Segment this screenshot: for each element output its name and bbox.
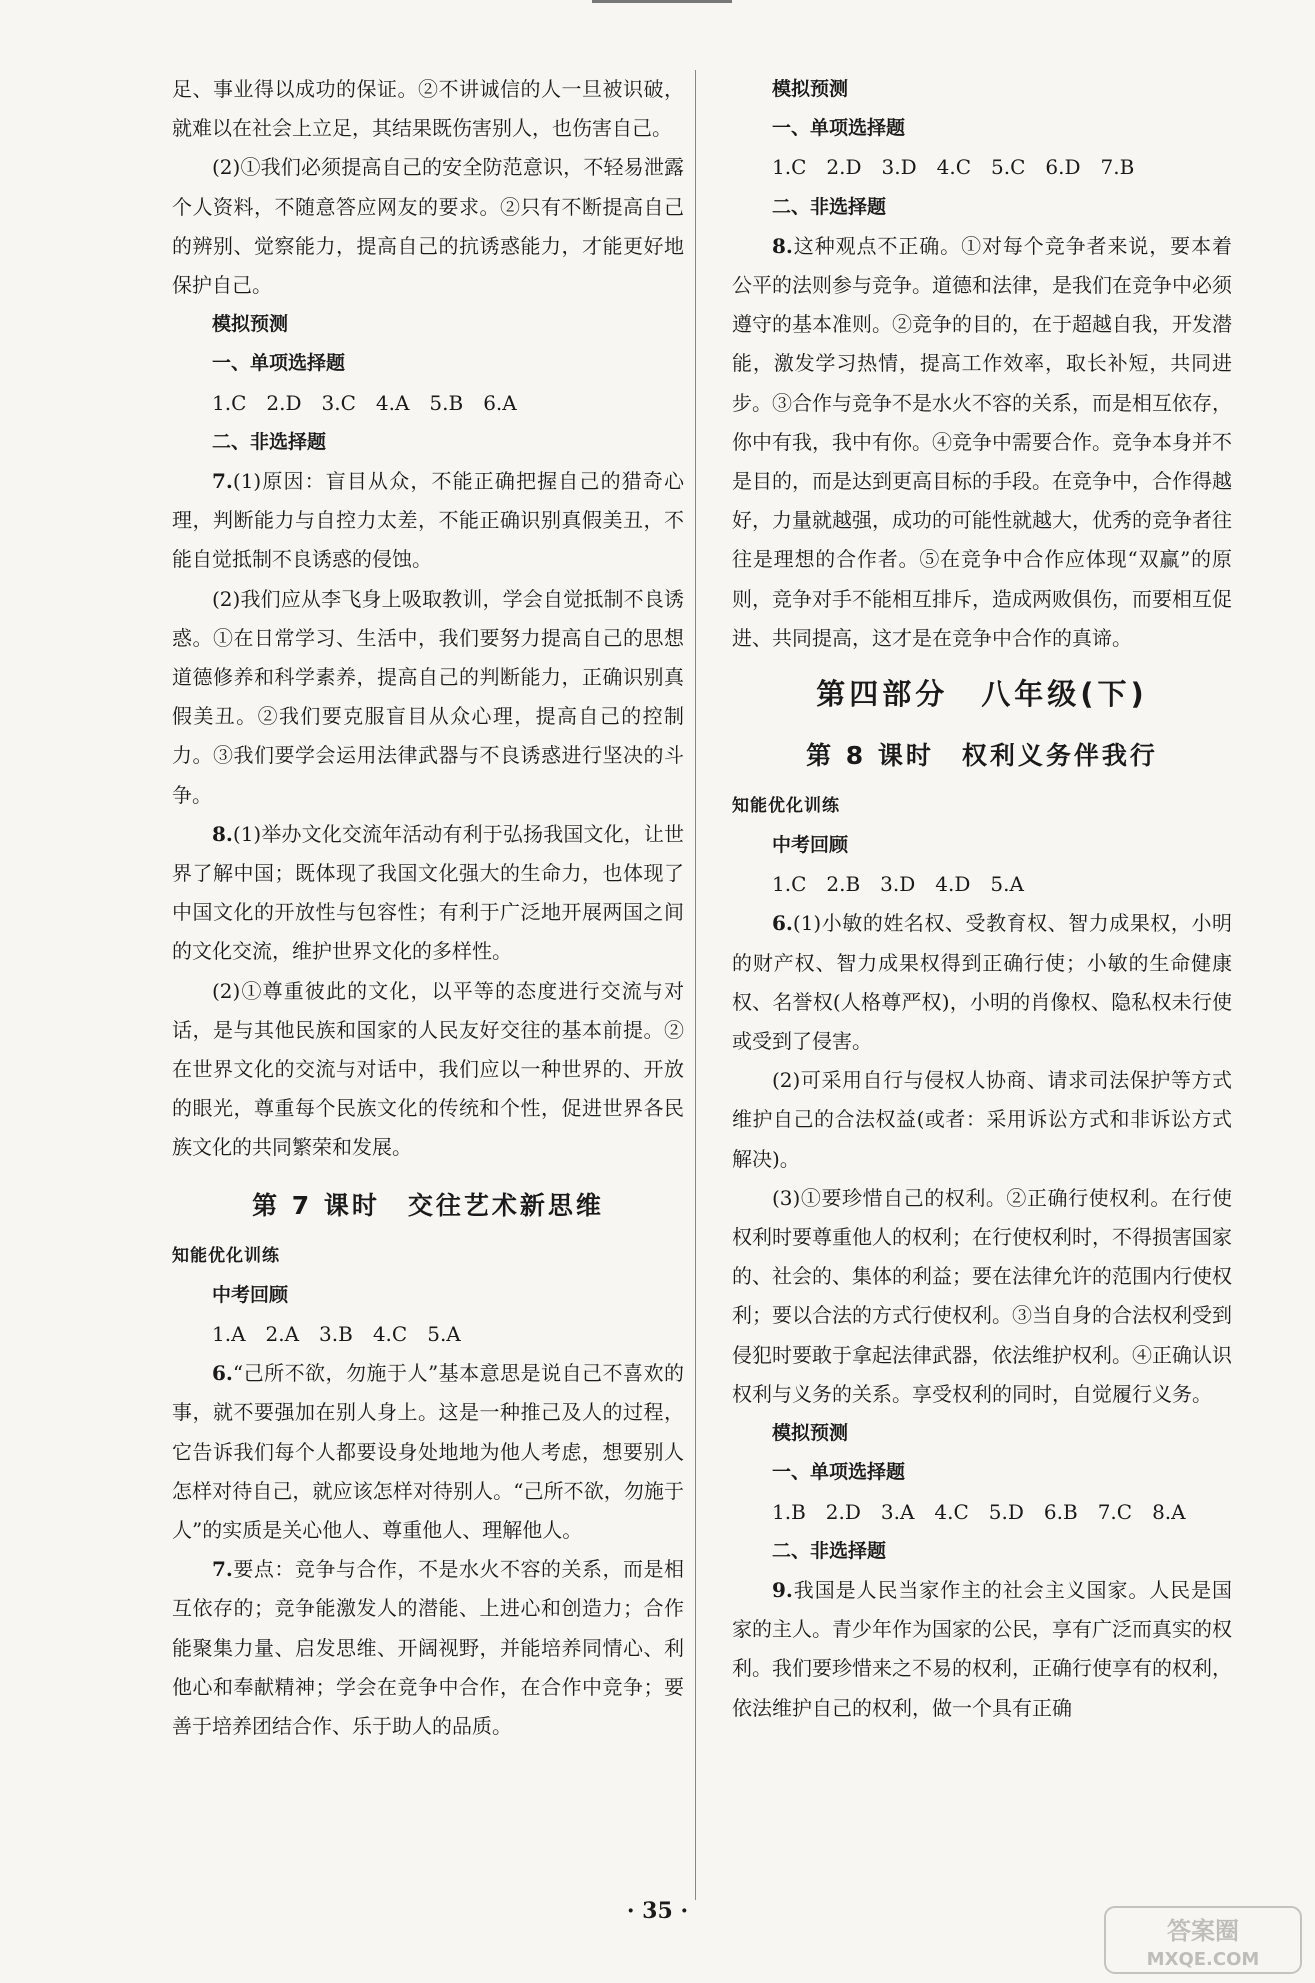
section-heading: 一、单项选择题 — [772, 1461, 906, 1484]
question-number: 6. — [212, 1361, 233, 1386]
paragraph: (2)我们应从李飞身上吸取教训，学会自觉抵制不良诱惑。①在日常学习、生活中，我们要努力提高自己的思想道德修养和科学素养，提高自己的判断能力，正确识别真假美丑。②我们要克服盲目从众心理，提高自己的控制力。③我们要学会运用法律武器与不良诱惑进行坚决的斗争。 — [172, 586, 684, 807]
question-number: 7. — [212, 1557, 233, 1582]
paragraph — [732, 1571, 1232, 1728]
answer-line: 1.C 2.D 3.C 4.A 5.B 6.A — [212, 390, 517, 415]
section-heading: 二、非选择题 — [212, 430, 327, 453]
column-divider — [695, 70, 696, 1900]
answer-line: 1.A 2.A 3.B 4.C 5.A — [212, 1321, 461, 1346]
question-number: 9. — [772, 1577, 793, 1602]
answer-line: 1.B 2.D 3.A 4.C 5.D 6.B 7.C 8.A — [772, 1499, 1186, 1524]
answer-line: 1.C 2.B 3.D 4.D 5.A — [772, 872, 1024, 897]
section-heading: 一、单项选择题 — [212, 352, 346, 375]
paragraph — [732, 904, 1232, 1061]
subsection-heading: 知能优化训练 — [172, 1245, 280, 1266]
svg-text:答案圈: 答案圈 — [1167, 1917, 1239, 1945]
paragraph: (2)①尊重彼此的文化，以平等的态度进行交流与对话，是与其他民族和国家的人民友好交往的基本前提。②在世界文化的交流与对话中，我们应以一种世界的、开放的眼光，尊重每个民族文化的传统和个性，促进世界各民族文化的共同繁荣和发展。 — [172, 978, 684, 1160]
answer-text: 我国是人民当家作主的社会主义国家。人民是国家的主人。青少年作为国家的公民，享有广泛而真实的权利。我们要珍惜来之不易的权利，正确行使享有的权利，依法维护自己的权利，做一个具有正确 — [732, 1577, 1232, 1720]
right-column — [732, 70, 1232, 1728]
watermark-logo — [1103, 1905, 1303, 1975]
question-number: 8. — [772, 233, 793, 258]
paragraph: (2)①我们必须提高自己的安全防范意识，不轻易泄露个人资料，不随意答应网友的要求。②只有不断提高自己的辨别、觉察能力，提高自己的抗诱惑能力，才能更好地保护自己。 — [172, 155, 684, 298]
paragraph: 足、事业得以成功的保证。②不讲诚信的人一旦被识破，就难以在社会上立足，其结果既伤害别人，也伤害自己。 — [172, 77, 684, 141]
svg-text:MXQE.COM: MXQE.COM — [1146, 1949, 1260, 1970]
paragraph — [732, 227, 1232, 658]
question-number: 7. — [212, 469, 233, 494]
section-heading: 模拟预测 — [212, 313, 289, 336]
section-heading: 一、单项选择题 — [772, 117, 906, 140]
lesson-title: 第 7 课时 交往艺术新思维 — [252, 1190, 604, 1220]
paragraph — [172, 815, 684, 972]
scan-mark — [592, 0, 732, 3]
part-title: 第四部分 八年级(下) — [816, 677, 1148, 712]
question-number: 6. — [772, 911, 793, 936]
answer-text: (1)小敏的姓名权、受教育权、智力成果权，小明的财产权、智力成果权得到正确行使；小敏的生命健康权、名誉权(人格尊严权)，小明的肖像权、隐私权未行使或受到了侵害。 — [732, 911, 1232, 1054]
section-heading: 中考回顾 — [212, 1283, 289, 1306]
answer-text: 要点：竞争与合作，不是水火不容的关系，而是相互依存的；竞争能激发人的潜能、上进心和创造力；合作能聚集力量、启发思维、开阔视野，并能培养同情心、利他心和奉献精神；学会在竞争中合作，在合作中竞争；要善于培养团结合作、乐于助人的品质。 — [172, 1557, 684, 1738]
paragraph: (3)①要珍惜自己的权利。②正确行使权利。在行使权利时要尊重他人的权利；在行使权利时，不得损害国家的、社会的、集体的利益；要在法律允许的范围内行使权利；要以合法的方式行使权利。③当自身的合法权利受到侵犯时要敢于拿起法律武器，依法维护权利。④正确认识权利与义务的关系。享受权利的同时，自觉履行义务。 — [732, 1185, 1232, 1406]
lesson-title: 第 8 课时 权利义务伴我行 — [806, 741, 1158, 771]
section-heading: 二、非选择题 — [772, 1539, 887, 1562]
question-number: 8. — [212, 821, 233, 846]
paragraph — [172, 1550, 684, 1746]
section-heading: 二、非选择题 — [772, 195, 887, 218]
left-column — [172, 70, 684, 1746]
answer-line: 1.C 2.D 3.D 4.C 5.C 6.D 7.B — [772, 155, 1135, 180]
subsection-heading: 知能优化训练 — [732, 796, 840, 817]
paragraph — [172, 1354, 684, 1550]
paragraph — [172, 462, 684, 580]
page-number: · 35 · — [626, 1898, 689, 1924]
answer-text: (1)原因：盲目从众，不能正确把握自己的猎奇心理，判断能力与自控力太差，不能正确识别真假美丑，不能自觉抵制不良诱惑的侵蚀。 — [172, 469, 684, 572]
answer-text: (1)举办文化交流年活动有利于弘扬我国文化，让世界了解中国；既体现了我国文化强大的生命力，也体现了中国文化的开放性与包容性；有利于广泛地开展两国之间的文化交流，维护世界文化的多样性。 — [172, 821, 684, 964]
paragraph: (2)可采用自行与侵权人协商、请求司法保护等方式维护自己的合法权益(或者：采用诉讼方式和非诉讼方式解决)。 — [732, 1068, 1232, 1171]
section-heading: 中考回顾 — [772, 834, 849, 857]
section-heading: 模拟预测 — [772, 1422, 849, 1445]
answer-text: “己所不欲，勿施于人”基本意思是说自己不喜欢的事，就不要强加在别人身上。这是一种推己及人的过程，它告诉我们每个人都要设身处地地为他人考虑，想要别人怎样对待自己，就应该怎样对待别人。“己所不欲，勿施于人”的实质是关心他人、尊重他人、理解他人。 — [172, 1361, 684, 1542]
section-heading: 模拟预测 — [772, 78, 849, 100]
answer-text: 这种观点不正确。①对每个竞争者来说，要本着公平的法则参与竞争。道德和法律，是我们在竞争中必须遵守的基本准则。②竞争的目的，在于超越自我，开发潜能，激发学习热情，提高工作效率，取长补短，共同进步。③合作与竞争不是水火不容的关系，而是相互依存，你中有我，我中有你。④竞争中需要合作。竞争本身并不是目的，而是达到更高目标的手段。在竞争中，合作得越好，力量就越强，成功的可能性就越大，优秀的竞争者往往是理想的合作者。⑤在竞争中合作应体现“双赢”的原则，竞争对手不能相互排斥，造成两败俱伤，而要相互促进、共同提高，这才是在竞争中合作的真谛。 — [732, 233, 1232, 650]
